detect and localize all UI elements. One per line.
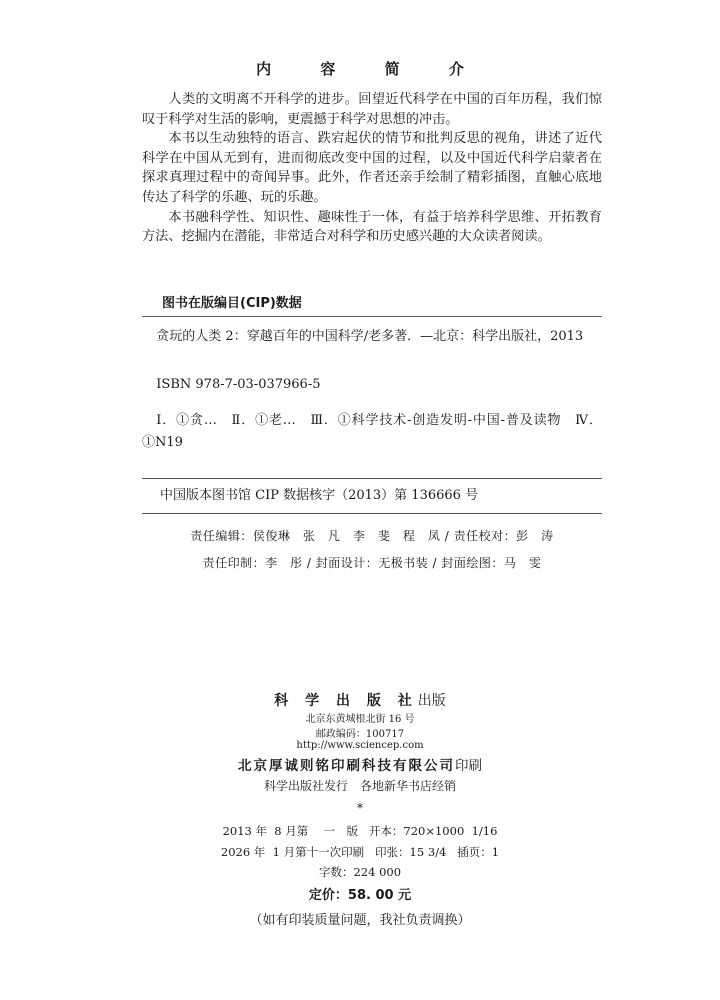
cip-record-number: 中国版本图书馆 CIP 数据核字（2013）第 136666 号 xyxy=(160,488,479,503)
publisher-postcode: 邮政编码：100717 xyxy=(315,729,405,740)
summary-paragraph: 本书以生动独特的语言、跌宕起伏的情节和批判反思的视角，讲述了近代科学在中国从无到有，进而彻底改变中国的过程，以及中国近代科学启蒙者在探求真理过程中的奇闻异事。此外，作者还亲手绘制了精彩插图，直触心底地传达了科学的乐趣、玩的乐趣。 xyxy=(142,131,602,205)
price: 定价：58. 00 元 xyxy=(308,888,412,903)
separator-star: * xyxy=(357,801,363,815)
cip-isbn xyxy=(142,374,602,396)
word-count: 字数：224 000 xyxy=(318,865,402,879)
publisher-name: 科 学 出 版 社 xyxy=(274,693,418,709)
printing-line: 2026 年 1 月第十一次印刷 印张：15 3/4 插页：1 xyxy=(220,845,500,859)
summary-paragraph: 人类的文明离不开科学的进步。回望近代科学在中国的百年历程，我们惊叹于科学对生活的影响，更震撼于科学对思想的冲击。 xyxy=(142,92,602,127)
divider xyxy=(142,513,602,514)
divider xyxy=(142,478,602,479)
page-title: 内 容 简 介 xyxy=(256,60,486,78)
publisher-address: 北京东黄城根北街 16 号 xyxy=(305,714,415,725)
edition-line: 2013 年 8 月第 一 版 开本：720×1000 1/16 xyxy=(222,824,498,838)
isbn-text: ISBN 978-7-03-037966-5 xyxy=(156,377,321,392)
content-summary xyxy=(142,90,602,247)
quality-notice: （如有印装质量问题，我社负责调换） xyxy=(249,913,471,928)
cip-heading: 图书在版编目(CIP)数据 xyxy=(162,296,302,311)
credits-editors: 责任编辑：侯俊琳 张 凡 李 斐 程 凤 / 责任校对：彭 涛 xyxy=(190,529,554,543)
credits-production: 责任印制：李 彤 / 封面设计：无极书装 / 封面绘图：马 雯 xyxy=(202,556,542,570)
publisher-suffix: 出版 xyxy=(417,693,446,709)
distribution-line: 科学出版社发行 各地新华书店经销 xyxy=(263,779,456,793)
publisher-line xyxy=(0,690,720,710)
publisher-url: http://www.sciencep.com xyxy=(296,740,424,751)
classification-text: Ⅰ．①贪… Ⅱ．①老… Ⅲ．①科学技术-创造发明-中国-普及读物 Ⅳ．①N19 xyxy=(142,413,602,450)
summary-paragraph: 本书融科学性、知识性、趣味性于一体，有益于培养科学思维、开拓教育方法、挖掘内在潜能，非常适合对科学和历史感兴趣的大众读者阅读。 xyxy=(142,209,602,245)
cip-title-text: 贪玩的人类 2：穿越百年的中国科学/老多著．—北京：科学出版社，2013 xyxy=(156,329,584,344)
divider xyxy=(142,316,602,317)
cip-title-line xyxy=(142,326,602,348)
cip-classification xyxy=(142,410,602,454)
printer-name: 北京厚诚则铭印刷科技有限公司 xyxy=(238,758,455,774)
printer-line xyxy=(0,754,720,774)
printer-suffix: 印刷 xyxy=(455,758,482,774)
